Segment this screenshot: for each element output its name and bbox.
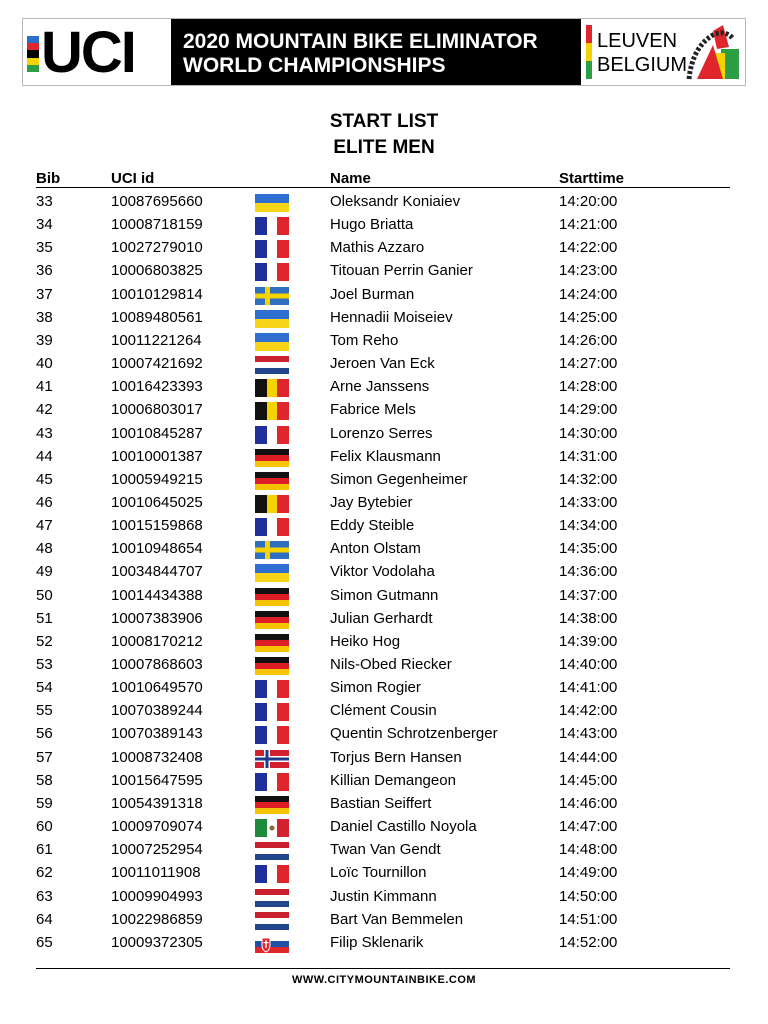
bib-number: 42 — [36, 401, 53, 419]
rider-name: Simon Gegenheimer — [330, 470, 468, 488]
rider-name: Arne Janssens — [330, 378, 430, 396]
table-row — [0, 306, 768, 329]
flag-fr-icon — [255, 773, 289, 791]
rider-name: Fabrice Mels — [330, 401, 416, 419]
start-time: 14:52:00 — [559, 933, 618, 951]
bib-number: 49 — [36, 563, 53, 581]
uci-id: 10054391318 — [111, 794, 203, 812]
rider-name: Bastian Seiffert — [330, 794, 432, 812]
flag-de-icon — [255, 449, 289, 467]
bib-number: 37 — [36, 285, 53, 303]
start-time: 14:47:00 — [559, 818, 618, 836]
flag-fr-icon — [255, 518, 289, 536]
table-row — [0, 746, 768, 769]
bib-number: 39 — [36, 331, 53, 349]
column-header-starttime: Starttime — [559, 170, 625, 187]
uci-id: 10010845287 — [111, 424, 203, 442]
rider-name: Oleksandr Koniaiev — [330, 193, 461, 210]
table-row — [0, 491, 768, 514]
footer-url: WWW.CITYMOUNTAINBIKE.COM — [291, 974, 477, 986]
rider-name: Nils-Obed Riecker — [330, 656, 452, 673]
bib-number: 44 — [36, 447, 53, 465]
rider-name: Twan Van Gendt — [330, 841, 441, 859]
table-row — [0, 584, 768, 607]
table-row — [0, 630, 768, 653]
rider-name: Quentin Schrotzenberger — [330, 725, 498, 743]
uci-id: 10010645025 — [111, 493, 203, 511]
bib-number: 40 — [36, 355, 53, 373]
uci-id: 10016423393 — [111, 378, 203, 396]
bib-number: 54 — [36, 679, 53, 697]
uci-id: 10008732408 — [111, 748, 203, 766]
start-time: 14:24:00 — [559, 285, 618, 303]
flag-ua-icon — [255, 564, 289, 582]
uci-id: 10008718159 — [111, 216, 203, 234]
table-row — [0, 769, 768, 792]
flag-nl-icon — [255, 356, 289, 374]
start-time: 14:35:00 — [559, 540, 618, 558]
uci-logo: UCI — [41, 20, 135, 85]
bib-number: 53 — [36, 656, 53, 673]
table-row — [0, 375, 768, 398]
flag-fr-icon — [255, 240, 289, 258]
bib-number: 51 — [36, 609, 53, 627]
uci-id: 10027279010 — [111, 239, 203, 257]
flag-nl-icon — [255, 842, 289, 860]
rider-name: Jeroen Van Eck — [330, 355, 435, 373]
rider-name: Mathis Azzaro — [330, 239, 425, 257]
start-time: 14:42:00 — [559, 702, 618, 720]
uci-rainbow-stripes — [27, 36, 39, 72]
table-row — [0, 908, 768, 931]
bib-number: 62 — [36, 864, 53, 882]
rider-name: Felix Klausmann — [330, 447, 441, 465]
uci-id: 10005949215 — [111, 470, 203, 488]
table-row — [0, 537, 768, 560]
table-row — [0, 699, 768, 722]
uci-id: 10015159868 — [111, 517, 203, 535]
header-rule — [36, 187, 730, 188]
table-row — [0, 190, 768, 213]
uci-id: 10022986859 — [111, 910, 203, 928]
flag-de-icon — [255, 588, 289, 606]
start-time: 14:41:00 — [559, 679, 618, 697]
table-row — [0, 722, 768, 745]
flag-fr-icon — [255, 703, 289, 721]
bib-number: 58 — [36, 771, 53, 789]
start-time: 14:39:00 — [559, 632, 618, 650]
start-time: 14:23:00 — [559, 262, 618, 280]
rider-name: Simon Gutmann — [330, 586, 439, 604]
uci-id: 10009372305 — [111, 933, 203, 951]
bib-number: 65 — [36, 933, 53, 951]
uci-id: 10070389143 — [111, 725, 203, 743]
uci-id: 10010948654 — [111, 540, 203, 558]
table-row — [0, 560, 768, 583]
start-time: 14:43:00 — [559, 725, 618, 743]
start-time: 14:37:00 — [559, 586, 618, 604]
rider-name: Torjus Bern Hansen — [330, 748, 462, 766]
column-header-name: Name — [330, 170, 371, 187]
bib-number: 41 — [36, 378, 53, 396]
uci-id: 10007383906 — [111, 609, 203, 627]
flag-no-icon — [255, 750, 289, 768]
bib-number: 43 — [36, 424, 53, 442]
table-row — [0, 283, 768, 306]
table-row — [0, 514, 768, 537]
bib-number: 56 — [36, 725, 53, 743]
rider-name: Tom Reho — [330, 331, 399, 349]
uci-id: 10089480561 — [111, 308, 203, 326]
bib-number: 33 — [36, 193, 53, 210]
rider-name: Simon Rogier — [330, 679, 421, 697]
flag-nl-icon — [255, 912, 289, 930]
flag-se-icon — [255, 287, 289, 305]
header-banner — [22, 18, 746, 86]
start-time: 14:45:00 — [559, 771, 618, 789]
uci-id: 10015647595 — [111, 771, 203, 789]
rider-name: Killian Demangeon — [330, 771, 456, 789]
table-row — [0, 792, 768, 815]
rider-name: Joel Burman — [330, 285, 415, 303]
uci-id: 10011011908 — [111, 864, 201, 882]
rider-name: Daniel Castillo Noyola — [330, 818, 477, 836]
table-row — [0, 352, 768, 375]
uci-id: 10006803017 — [111, 401, 203, 419]
bib-number: 52 — [36, 632, 53, 650]
event-title-line1: 2020 MOUNTAIN BIKE ELIMINATOR — [183, 30, 538, 53]
flag-fr-icon — [255, 426, 289, 444]
table-row — [0, 236, 768, 259]
bib-number: 38 — [36, 308, 53, 326]
start-time: 14:20:00 — [559, 193, 618, 210]
flag-fr-icon — [255, 726, 289, 744]
document-title: START LIST — [329, 111, 439, 132]
bib-number: 34 — [36, 216, 53, 234]
table-row — [0, 259, 768, 282]
flag-fr-icon — [255, 865, 289, 883]
uci-id: 10010129814 — [111, 285, 203, 303]
start-time: 14:50:00 — [559, 887, 618, 905]
flag-de-icon — [255, 472, 289, 490]
rider-name: Clément Cousin — [330, 702, 437, 720]
table-row — [0, 676, 768, 699]
uci-id: 10014434388 — [111, 586, 203, 604]
table-row — [0, 329, 768, 352]
start-time: 14:29:00 — [559, 401, 618, 419]
bib-number: 47 — [36, 517, 53, 535]
event-title-line2: WORLD CHAMPIONSHIPS — [183, 54, 446, 77]
table-row — [0, 213, 768, 236]
uci-id: 10034844707 — [111, 563, 203, 581]
rider-name: Heiko Hog — [330, 632, 401, 650]
start-time: 14:28:00 — [559, 378, 618, 396]
bib-number: 55 — [36, 702, 53, 720]
uci-id: 10011221264 — [111, 331, 202, 349]
rider-name: Bart Van Bemmelen — [330, 910, 464, 928]
flag-se-icon — [255, 541, 289, 559]
table-row — [0, 931, 768, 954]
bib-number: 48 — [36, 540, 53, 558]
rider-name: Titouan Perrin Ganier — [330, 262, 473, 280]
uci-id: 10010649570 — [111, 679, 203, 697]
flag-de-icon — [255, 634, 289, 652]
flag-fr-icon — [255, 680, 289, 698]
start-time: 14:21:00 — [559, 216, 618, 234]
flag-de-icon — [255, 611, 289, 629]
start-time: 14:49:00 — [559, 864, 618, 882]
start-time: 14:51:00 — [559, 910, 618, 928]
uci-id: 10087695660 — [111, 193, 203, 210]
bib-number: 36 — [36, 262, 53, 280]
bib-number: 50 — [36, 586, 53, 604]
table-row — [0, 838, 768, 861]
start-time: 14:27:00 — [559, 355, 618, 373]
start-time: 14:34:00 — [559, 517, 618, 535]
start-time: 14:32:00 — [559, 470, 618, 488]
flag-sk-icon — [255, 935, 289, 953]
flag-ua-icon — [255, 310, 289, 328]
start-time: 14:22:00 — [559, 239, 618, 257]
bib-number: 57 — [36, 748, 53, 766]
uci-id: 10006803825 — [111, 262, 203, 280]
start-time: 14:26:00 — [559, 331, 618, 349]
start-time: 14:48:00 — [559, 841, 618, 859]
bib-number: 60 — [36, 818, 53, 836]
start-time: 14:38:00 — [559, 609, 618, 627]
table-row — [0, 607, 768, 630]
flag-fr-icon — [255, 217, 289, 235]
category-title: ELITE MEN — [333, 137, 435, 158]
flag-be-icon — [255, 379, 289, 397]
bib-number: 63 — [36, 887, 53, 905]
location-city: LEUVEN — [597, 30, 678, 52]
bib-number: 61 — [36, 841, 53, 859]
table-row — [0, 445, 768, 468]
flag-ua-icon — [255, 333, 289, 351]
table-row — [0, 885, 768, 908]
rider-name: Jay Bytebier — [330, 493, 413, 511]
column-header-bib: Bib — [36, 170, 61, 187]
uci-id: 10070389244 — [111, 702, 203, 720]
table-row — [0, 815, 768, 838]
table-row — [0, 861, 768, 884]
flag-be-icon — [255, 495, 289, 513]
uci-id: 10008170212 — [111, 632, 203, 650]
rider-name: Anton Olstam — [330, 540, 421, 558]
bib-number: 59 — [36, 794, 53, 812]
flag-mx-icon — [255, 819, 289, 837]
flag-be-icon — [255, 402, 289, 420]
uci-id: 10007252954 — [111, 841, 203, 859]
rider-name: Viktor Vodolaha — [330, 563, 435, 581]
rider-name: Julian Gerhardt — [330, 609, 433, 627]
uci-id: 10007868603 — [111, 656, 203, 673]
flag-de-icon — [255, 796, 289, 814]
bib-number: 64 — [36, 910, 53, 928]
table-row — [0, 653, 768, 676]
bib-number: 45 — [36, 470, 53, 488]
table-row — [0, 468, 768, 491]
rider-name: Loïc Tournillon — [330, 864, 427, 882]
column-header-uci-id: UCI id — [111, 170, 155, 187]
uci-id: 10010001387 — [111, 447, 203, 465]
rider-name: Eddy Steible — [330, 517, 415, 535]
flag-de-icon — [255, 657, 289, 675]
table-row — [0, 422, 768, 445]
footer-rule — [36, 968, 730, 969]
start-time: 14:25:00 — [559, 308, 618, 326]
rider-name: Lorenzo Serres — [330, 424, 433, 442]
start-time: 14:46:00 — [559, 794, 618, 812]
start-time: 14:36:00 — [559, 563, 618, 581]
location-country: BELGIUM — [597, 54, 688, 76]
start-time: 14:40:00 — [559, 656, 618, 673]
belgium-color-bars — [586, 25, 592, 79]
rider-name: Hugo Briatta — [330, 216, 414, 234]
tire-logo-icon — [683, 23, 741, 81]
flag-fr-icon — [255, 263, 289, 281]
rider-name: Hennadii Moiseiev — [330, 308, 453, 326]
rider-name: Filip Sklenarik — [330, 933, 424, 951]
start-time: 14:30:00 — [559, 424, 618, 442]
bib-number: 46 — [36, 493, 53, 511]
bib-number: 35 — [36, 239, 53, 257]
start-time: 14:44:00 — [559, 748, 618, 766]
rider-name: Justin Kimmann — [330, 887, 437, 905]
uci-id: 10009709074 — [111, 818, 203, 836]
start-time: 14:33:00 — [559, 493, 618, 511]
flag-ua-icon — [255, 194, 289, 212]
start-time: 14:31:00 — [559, 447, 618, 465]
table-row — [0, 398, 768, 421]
uci-id: 10007421692 — [111, 355, 203, 373]
flag-nl-icon — [255, 889, 289, 907]
uci-id: 10009904993 — [111, 887, 203, 905]
